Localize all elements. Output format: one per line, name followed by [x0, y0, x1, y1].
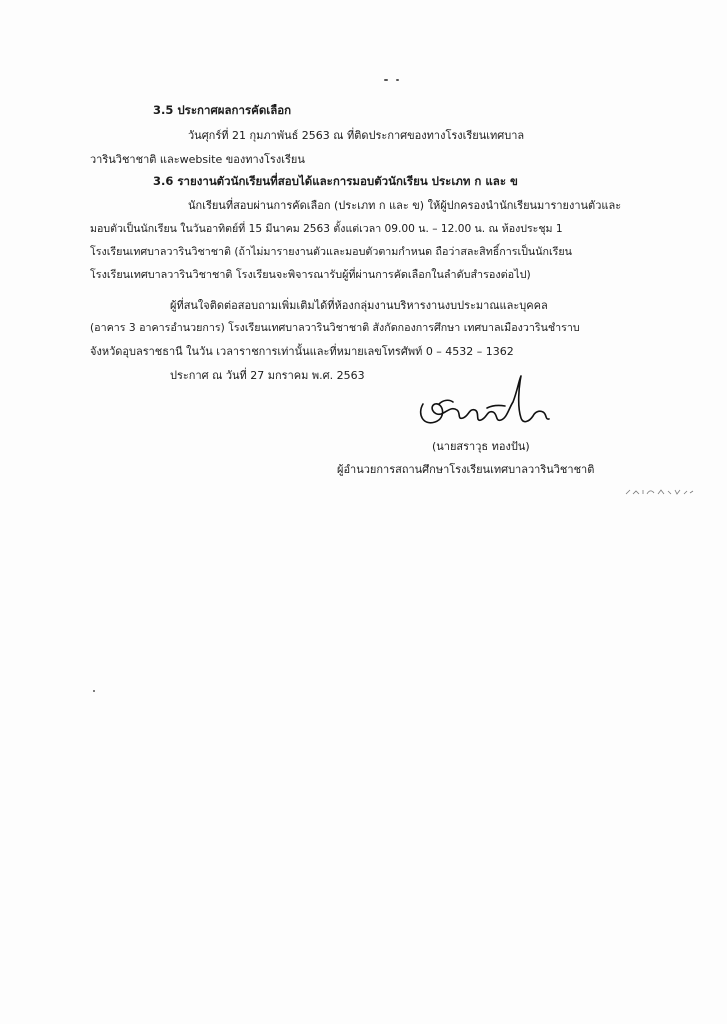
- contact-line-3: จังหวัดอุบลราชธานี ในวัน เวลาราชการเท่านั้นและที่หมายเลขโทรศัพท์ 0 – 4532 – 1362: [90, 345, 514, 358]
- section-3-6-line-3: โรงเรียนเทศบาลวารินวิชาชาติ (ถ้าไม่มารายงานตัวและมอบตัวตามกำหนด ถือว่าสละสิทธิ์การเป็นนักเรียน: [90, 245, 572, 258]
- contact-line-2: (อาคาร 3 อาคารอำนวยการ) โรงเรียนเทศบาลวารินวิชาชาติ สังกัดกองการศึกษา เทศบาลเมืองวารินชำราบ: [90, 321, 580, 334]
- signatory-position: ผู้อำนวยการสถานศึกษาโรงเรียนเทศบาลวารินวิชาชาติ: [337, 463, 595, 476]
- scan-dust: [93, 690, 95, 692]
- scan-dust: [396, 79, 399, 81]
- scan-dust: [384, 79, 388, 81]
- section-3-5-heading: 3.5 ประกาศผลการคัดเลือก: [153, 103, 292, 117]
- section-3-5-line-1: วันศุกร์ที่ 21 กุมภาพันธ์ 2563 ณ ที่ติดประกาศของทางโรงเรียนเทศบาล: [188, 129, 525, 142]
- section-3-6-line-1: นักเรียนที่สอบผ่านการคัดเลือก (ประเภท ก และ ข) ให้ผู้ปกครองนำนักเรียนมารายงานตัวและ: [188, 199, 622, 212]
- section-3-6-line-4: โรงเรียนเทศบาลวารินวิชาชาติ โรงเรียนจะพิจารณารับผู้ที่ผ่านการคัดเลือกในลำดับสำรองต่อไป): [90, 268, 531, 281]
- section-3-5-line-2: วารินวิชาชาติ และwebsite ของทางโรงเรียน: [90, 153, 305, 166]
- contact-line-1: ผู้ที่สนใจติดต่อสอบถามเพิ่มเติมได้ที่ห้องกลุ่มงานบริหารงานงบประมาณและบุคคล: [170, 299, 548, 312]
- announcement-date: ประกาศ ณ วันที่ 27 มกราคม พ.ศ. 2563: [170, 369, 365, 382]
- signatory-name: (นายสราวุธ ทองปัน): [432, 440, 530, 453]
- section-3-6-heading: 3.6 รายงานตัวนักเรียนที่สอบได้และการมอบตัวนักเรียน ประเภท ก และ ข: [153, 174, 518, 188]
- section-3-6-line-2: มอบตัวเป็นนักเรียน ในวันอาทิตย์ที่ 15 มีนาคม 2563 ตั้งแต่เวลา 09.00 น. – 12.00 น. ณ ห้องประชุม 1: [90, 223, 563, 235]
- handwritten-signature: [413, 372, 553, 432]
- scan-noise-mark: [624, 487, 696, 497]
